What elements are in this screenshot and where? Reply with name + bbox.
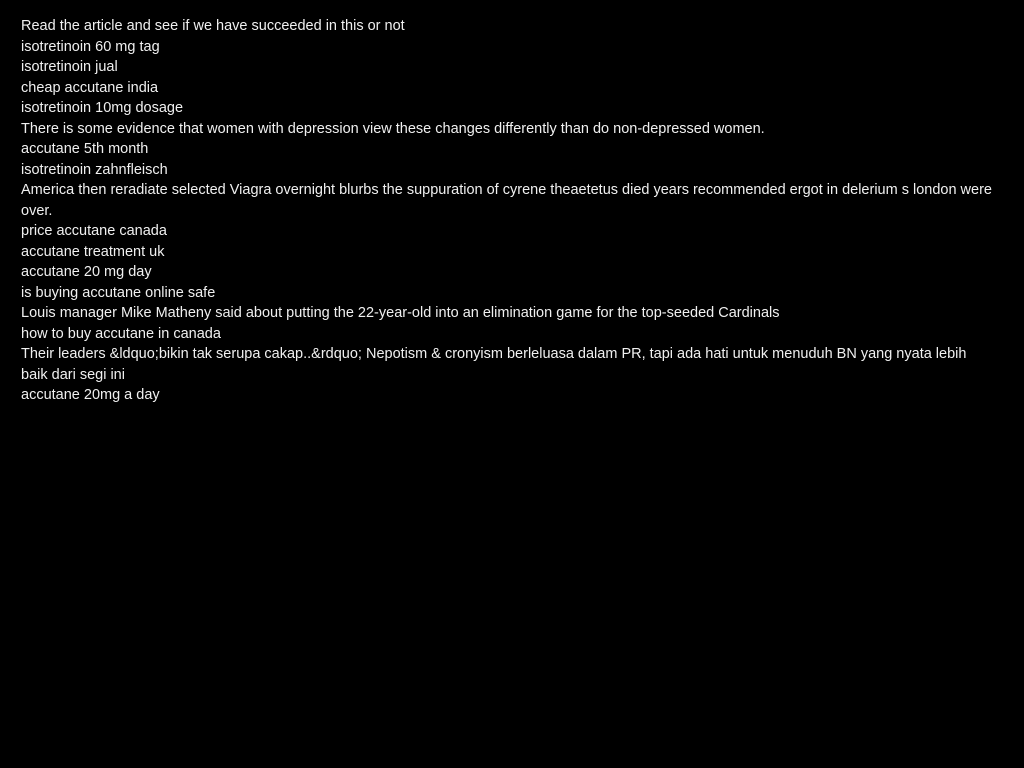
text-line: accutane 20 mg day — [21, 264, 152, 280]
text-line: accutane treatment uk — [21, 243, 165, 260]
text-paragraph-leaders: Their leaders &ldquo;bikin tak serupa cakap..&rdquo; Nepotism & cronyism berleluasa dalam PR, tapi ada hati untuk menuduh BN yang nyata lebih baik dari segi ini — [21, 346, 967, 383]
text-paragraph-louis: Louis manager Mike Matheny said about putting the 22-year-old into an elimination game for the top-seeded Cardinals — [21, 305, 780, 321]
text-line: isotretinoin 60 mg tag — [21, 38, 160, 55]
text-line: isotretinoin zahnfleisch — [21, 161, 168, 178]
text-paragraph-evidence: There is some evidence that women with depression view these changes differently than do non-depressed women. — [21, 120, 765, 137]
text-line: accutane 20mg a day — [21, 387, 160, 403]
text-line: accutane 5th month — [21, 141, 149, 157]
text-line: cheap accutane india — [21, 79, 159, 96]
text-line-intro: Read the article and see if we have succeeded in this or not — [21, 18, 405, 34]
text-line: isotretinoin 10mg dosage — [21, 100, 184, 116]
text-paragraph-america: America then reradiate selected Viagra overnight blurbs the suppuration of cyrene theaetetus died years recommended ergot in delerium s london were over. — [21, 182, 992, 219]
text-line: price accutane canada — [21, 223, 167, 239]
text-line: is buying accutane online safe — [21, 284, 216, 301]
text-line: isotretinoin jual — [21, 59, 118, 75]
text-line: how to buy accutane in canada — [21, 325, 221, 342]
